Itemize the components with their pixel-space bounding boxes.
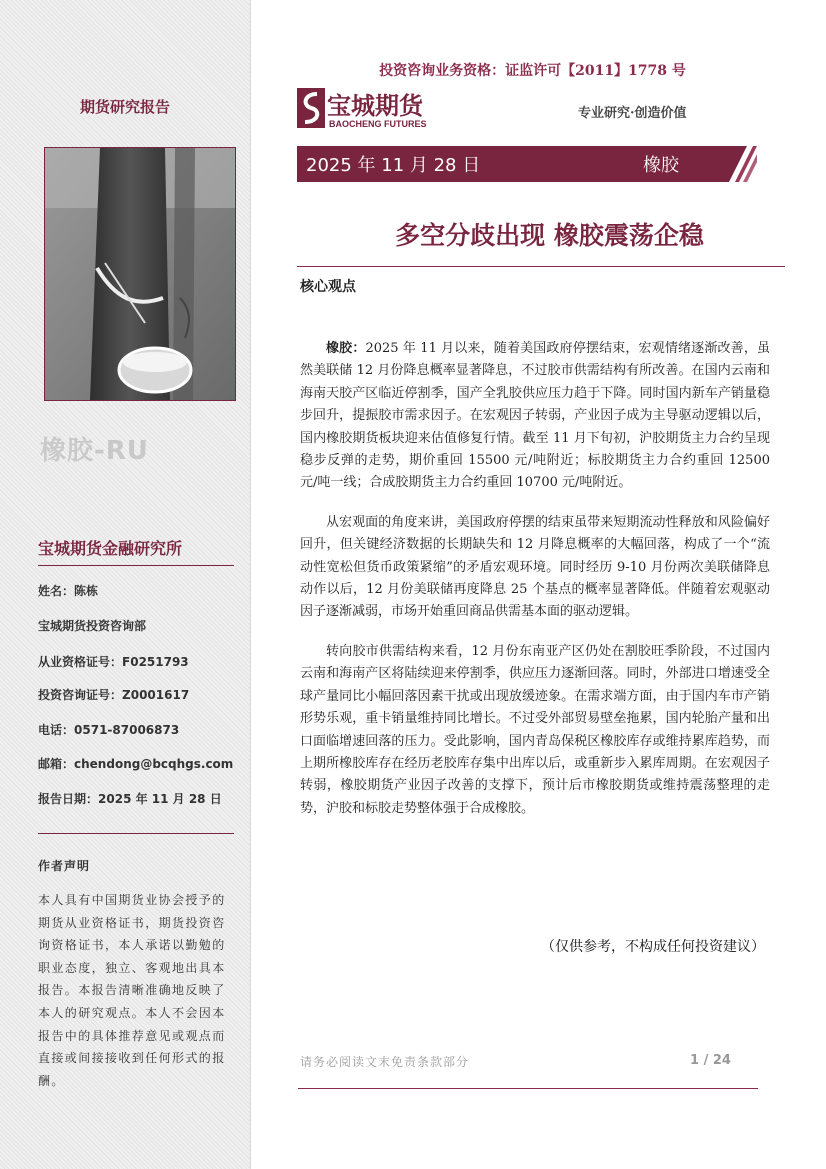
author-name: 陈栋 (74, 584, 99, 598)
commodity-code: 橡胶-RU (40, 436, 149, 466)
company-logo (297, 88, 497, 132)
sidebar-divider (38, 565, 234, 566)
institute-name: 宝城期货金融研究所 (38, 539, 183, 558)
paragraph: 转向胶市供需结构来看，12 月份东南亚产区仍处在割胶旺季阶段，不过国内云南和海南产区将陆续迎来停割季，供应压力逐渐回落。同时，外部进口增速受全球产量同比小幅回落因素干扰或出现放缓迹象。在需求端方面，由于国内车市产销形势乐观，重卡销量维持同比增长。不过受外部贸易壁垒拖累，国内轮胎产量和出口面临增速回落的压力。受此影响，国内青岛保税区橡胶库存或维持累库趋势，而上期所橡胶库存在经历老胶库存集中出库以后，或重新步入累库周期。在宏观因子转弱，橡胶期货产业因子改善的支撑下，预计后市橡胶期货或维持震荡整理的走势，沪胶和标胶走势整体强于合成橡胶。 (300, 643, 770, 816)
department (38, 617, 146, 634)
author-label: 姓名： (38, 584, 75, 598)
license-line (38, 653, 189, 670)
consult-label: 投资咨询证号： (38, 688, 123, 702)
section-heading: 核心观点 (300, 279, 356, 295)
paragraph (300, 338, 770, 495)
consult-line (38, 686, 189, 703)
disclaimer-note: （仅供参考，不构成任何投资建议） (541, 939, 765, 955)
declaration-title: 作者声明 (38, 859, 91, 873)
report-date-banner: 2025 年 11 月 28 日 (306, 155, 481, 176)
logo-english: BAOCHENG FUTURES (329, 119, 427, 129)
paragraph-text: 2025 年 11 月以来，随着美国政府停摆结束，宏观情绪逐渐改善，虽然美联储 12 月份降息概率显著降息，不过胶市供需结构有所改善。在国内云南和海南天胶产区临近停割季，国产全乳胶供应压力趋于下降。同时国内新车产销量稳步回升，提振胶市需求因子。在宏观因子转弱，产业因子成为主导驱动逻辑以后，国内橡胶期货板块迎来估值修复行情。截至 11 月下旬初，沪胶期货主力合约呈现稳步反弹的走势，期价重回 15500 元/吨附近；标胶期货主力合约重回 12500 元/吨一线；合成胶期货主力合约重回 10700 元/吨附近。 (300, 341, 770, 491)
email-label: 邮箱： (38, 757, 75, 771)
author-line (38, 582, 98, 599)
footer-text: 请务必阅读文末免责条款部分 (300, 1055, 470, 1069)
department-name: 宝城期货投资咨询部 (38, 619, 147, 633)
sidebar-divider (38, 833, 234, 834)
lead-label: 橡胶： (326, 341, 366, 356)
rubber-tree-photo (44, 147, 236, 401)
report-date: 2025 年 11 月 28 日 (98, 792, 222, 806)
logo-mark-icon (297, 88, 325, 128)
license-number: F0251793 (122, 655, 189, 669)
report-type: 期货研究报告 (79, 98, 170, 116)
email-address[interactable]: chendong@bcqhgs.com (74, 757, 234, 771)
declaration-text: 本人具有中国期货业协会授予的期货从业资格证书，期货投资咨询资格证书，本人承诺以勤勉的职业态度，独立、客观地出具本报告。本报告清晰准确地反映了本人的研究观点。本人不会因本报告中的具体推荐意见或观点而直接或间接接收到任何形式的报酬。 (38, 893, 226, 1088)
license-label: 从业资格证号： (38, 655, 123, 669)
title-rule (297, 266, 785, 267)
footer-rule (298, 1088, 758, 1089)
consult-number: Z0001617 (122, 688, 190, 702)
logo-chinese: 宝城期货 (327, 92, 423, 120)
paragraph: 从宏观面的角度来讲，美国政府停摆的结束虽带来短期流动性释放和风险偏好回升，但关键经济数据的长期缺失和 12 月降息概率的大幅回落，构成了一个“流动性宽松但货币政策紧缩”的矛盾宏观环境。同时经历 9-10 月份两次美联储降息动作以后，12 月份美联储再度降息 25 个基点的概率显著降低。伴随着宏观驱动因子逐渐减弱，市场开始重回商品供需基本面的驱动逻辑。 (300, 514, 770, 620)
report-date-label: 报告日期： (38, 792, 99, 806)
slogan: 专业研究·创造价值 (578, 106, 687, 121)
qualification-line: 投资咨询业务资格：证监许可【2011】1778 号 (379, 63, 686, 79)
page-number: 1 / 24 (690, 1053, 731, 1068)
email-line (38, 755, 233, 772)
report-body (300, 338, 770, 837)
report-date-line (38, 790, 222, 807)
report-title: 多空分歧出现 橡胶震荡企稳 (395, 221, 704, 250)
phone-line (38, 721, 179, 738)
rubber-tree-illustration (45, 148, 235, 400)
phone-label: 电话： (38, 723, 75, 737)
sidebar (0, 0, 251, 1169)
variety-banner: 橡胶 (643, 155, 679, 176)
phone-number: 0571-87006873 (74, 723, 180, 737)
